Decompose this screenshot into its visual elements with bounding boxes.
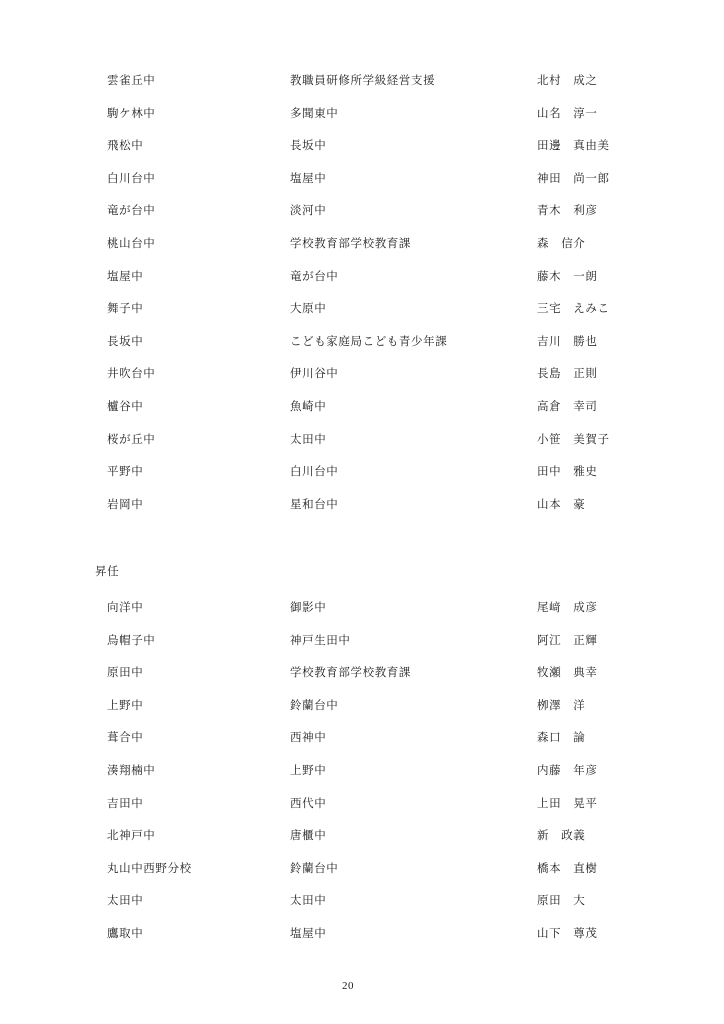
origin-cell: 西神中: [290, 732, 327, 745]
assignment-row: [0, 798, 724, 831]
origin-cell: 淡河中: [290, 205, 327, 218]
school-cell: 長坂中: [107, 335, 144, 348]
person-name-cell: 藤木 一朗: [537, 270, 598, 283]
person-name-cell: 橋本 直樹: [537, 862, 598, 875]
assignment-row: [0, 401, 724, 434]
person-name-cell: 北村 成之: [537, 75, 598, 87]
school-cell: 吉田中: [107, 797, 144, 810]
origin-cell: 神戸生田中: [290, 634, 351, 647]
school-cell: 舞子中: [107, 303, 144, 316]
school-cell: 飛松中: [107, 140, 144, 153]
origin-cell: 塩屋中: [290, 172, 327, 185]
assignment-row: [0, 499, 724, 532]
school-cell: 葺合中: [107, 732, 144, 745]
person-name-cell: 三宅 えみこ: [537, 303, 610, 316]
origin-cell: 多聞東中: [290, 107, 339, 120]
school-cell: 北神戸中: [107, 830, 156, 843]
school-cell: 白川台中: [107, 172, 156, 185]
assignment-row: [0, 602, 724, 635]
promotion-list: [0, 602, 724, 961]
origin-cell: 教職員研修所学級経営支援: [290, 75, 436, 87]
origin-cell: 太田中: [290, 895, 327, 908]
person-name-cell: 新 政義: [537, 830, 586, 843]
school-cell: 湊翔楠中: [107, 764, 156, 777]
assignment-row: [0, 928, 724, 961]
school-cell: 烏帽子中: [107, 634, 156, 647]
school-cell: 平野中: [107, 466, 144, 479]
origin-cell: 塩屋中: [290, 927, 327, 940]
person-name-cell: 神田 尚一郎: [537, 172, 610, 185]
assignment-row: [0, 732, 724, 765]
person-name-cell: 山本 豪: [537, 498, 586, 511]
assignment-row: [0, 667, 724, 700]
assignment-row: [0, 75, 724, 108]
school-cell: 櫨谷中: [107, 400, 144, 413]
assignment-row: [0, 765, 724, 798]
school-cell: 桜が丘中: [107, 433, 156, 446]
origin-cell: こども家庭局こども青少年課: [290, 335, 448, 348]
person-name-cell: 長島 正則: [537, 368, 598, 381]
person-name-cell: 尾﨑 成彦: [537, 602, 598, 614]
person-name-cell: 上田 晃平: [537, 797, 598, 810]
person-name-cell: 田邊 真由美: [537, 140, 610, 153]
person-name-cell: 森口 論: [537, 732, 586, 745]
school-cell: 駒ケ林中: [107, 107, 156, 120]
school-cell: 原田中: [107, 667, 144, 680]
origin-cell: 白川台中: [290, 466, 339, 479]
assignment-row: [0, 173, 724, 206]
school-cell: 桃山台中: [107, 237, 156, 250]
school-cell: 井吹台中: [107, 368, 156, 381]
person-name-cell: 牧瀬 典幸: [537, 667, 598, 680]
person-name-cell: 栁澤 洋: [537, 699, 586, 712]
person-name-cell: 内藤 年彦: [537, 764, 598, 777]
origin-cell: 上野中: [290, 764, 327, 777]
person-name-cell: 阿江 正輝: [537, 634, 598, 647]
person-name-cell: 青木 利彦: [537, 205, 598, 218]
person-name-cell: 森 信介: [537, 237, 586, 250]
assignment-row: [0, 895, 724, 928]
assignment-row: [0, 336, 724, 369]
assignment-row: [0, 863, 724, 896]
person-name-cell: 田中 雅史: [537, 466, 598, 479]
assignment-row: [0, 434, 724, 467]
origin-cell: 竜が台中: [290, 270, 339, 283]
assignment-row: [0, 466, 724, 499]
assignment-row: [0, 108, 724, 141]
origin-cell: 鈴蘭台中: [290, 699, 339, 712]
person-name-cell: 山名 淳一: [537, 107, 598, 120]
origin-cell: 太田中: [290, 433, 327, 446]
page-number: 20: [342, 980, 354, 992]
promotion-section-heading: 昇任: [95, 566, 120, 578]
origin-cell: 学校教育部学校教育課: [290, 237, 411, 250]
origin-cell: 唐櫃中: [290, 830, 327, 843]
school-cell: 丸山中西野分校: [107, 862, 192, 875]
origin-cell: 西代中: [290, 797, 327, 810]
origin-cell: 学校教育部学校教育課: [290, 667, 411, 680]
school-cell: 鷹取中: [107, 927, 144, 940]
school-cell: 塩屋中: [107, 270, 144, 283]
person-name-cell: 原田 大: [537, 895, 586, 908]
origin-cell: 魚崎中: [290, 400, 327, 413]
assignment-row: [0, 238, 724, 271]
origin-cell: 鈴蘭台中: [290, 862, 339, 875]
school-cell: 上野中: [107, 699, 144, 712]
transfer-list: [0, 75, 724, 531]
person-name-cell: 山下 尊茂: [537, 927, 598, 940]
origin-cell: 御影中: [290, 602, 327, 614]
assignment-row: [0, 635, 724, 668]
assignment-row: [0, 700, 724, 733]
origin-cell: 長坂中: [290, 140, 327, 153]
person-name-cell: 高倉 幸司: [537, 400, 598, 413]
school-cell: 太田中: [107, 895, 144, 908]
school-cell: 向洋中: [107, 602, 144, 614]
assignment-row: [0, 830, 724, 863]
origin-cell: 大原中: [290, 303, 327, 316]
assignment-row: [0, 368, 724, 401]
assignment-row: [0, 303, 724, 336]
origin-cell: 伊川谷中: [290, 368, 339, 381]
assignment-row: [0, 205, 724, 238]
person-name-cell: 吉川 勝也: [537, 335, 598, 348]
school-cell: 竜が台中: [107, 205, 156, 218]
assignment-row: [0, 271, 724, 304]
school-cell: 岩岡中: [107, 498, 144, 511]
school-cell: 雲雀丘中: [107, 75, 156, 87]
origin-cell: 星和台中: [290, 498, 339, 511]
person-name-cell: 小笹 美賀子: [537, 433, 610, 446]
assignment-row: [0, 140, 724, 173]
